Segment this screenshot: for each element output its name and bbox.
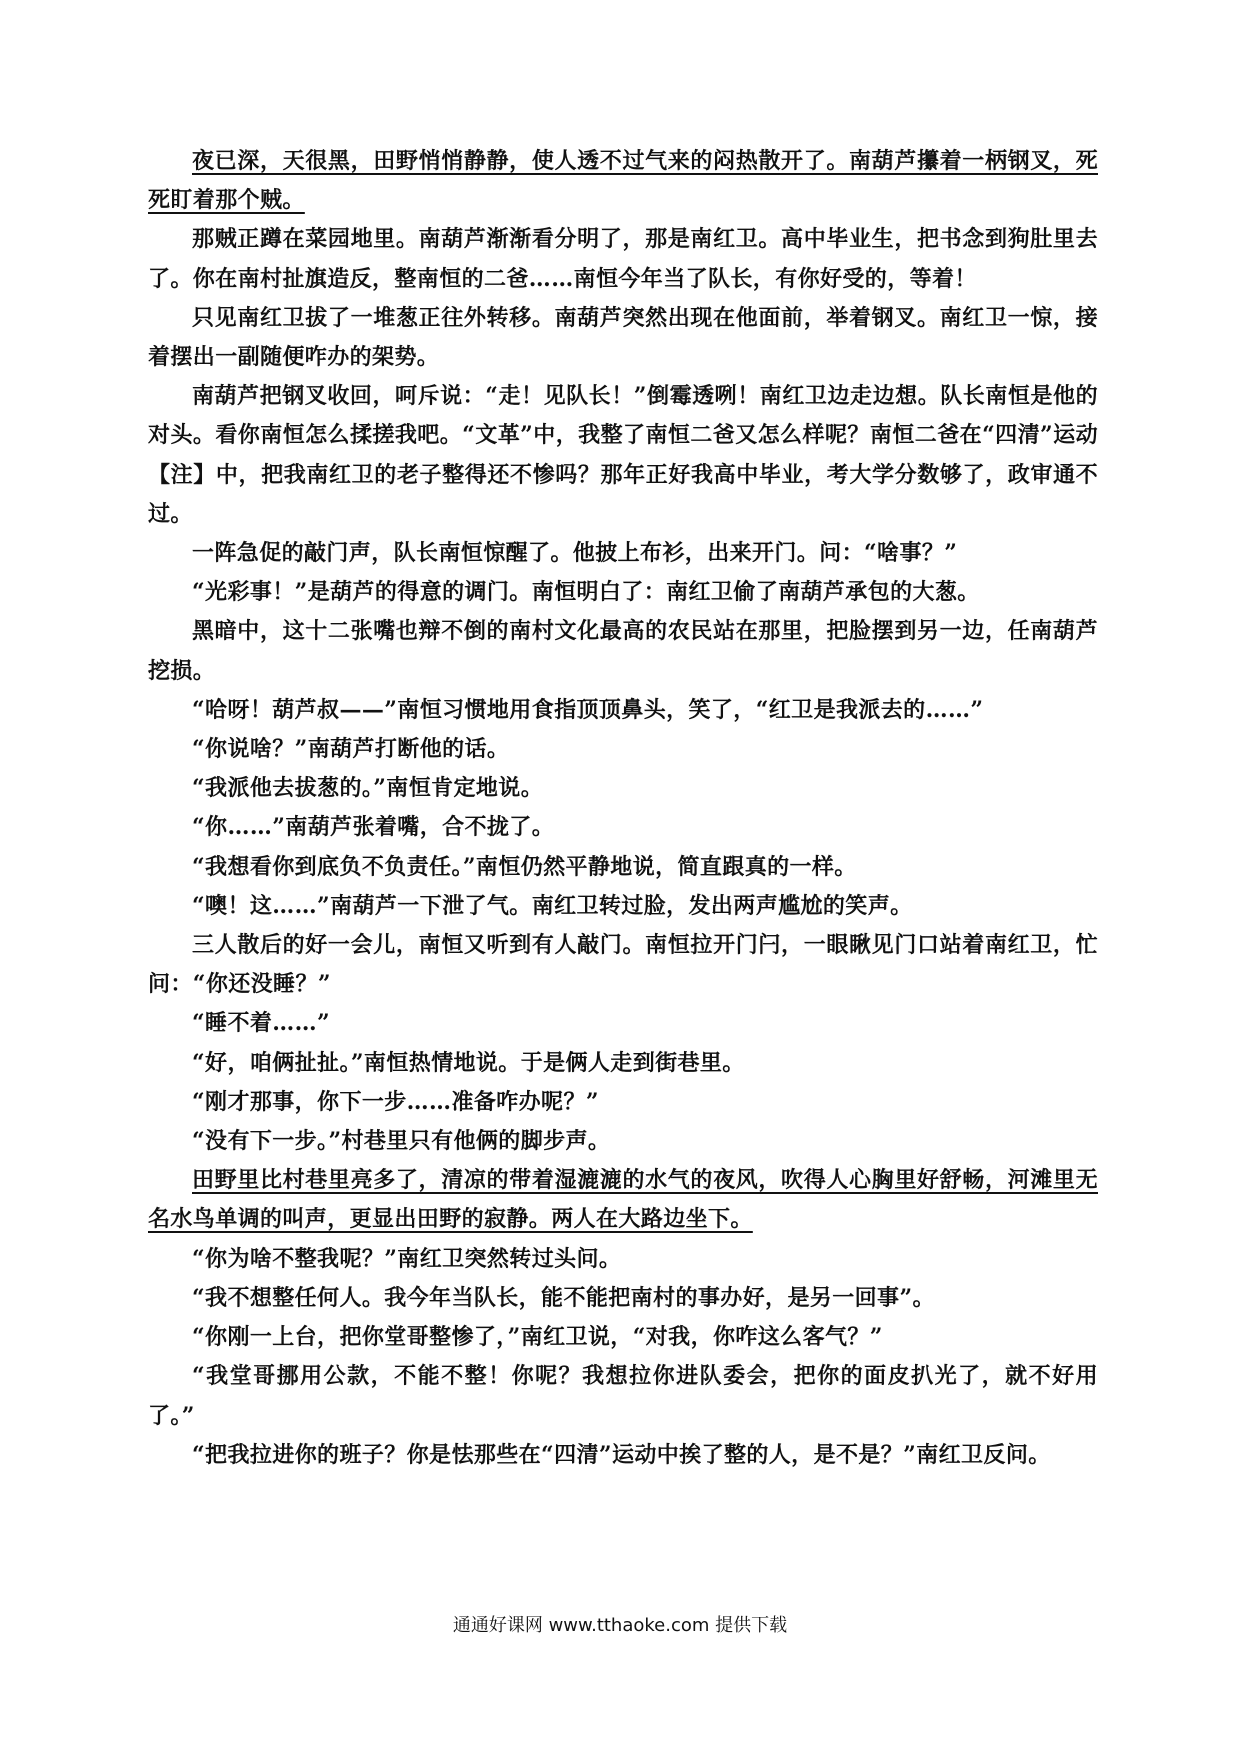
paragraph: “噢！这……”南葫芦一下泄了气。南红卫转过脸，发出两声尴尬的笑声。 bbox=[192, 892, 913, 919]
paragraph: 一阵急促的敲门声，队长南恒惊醒了。他披上布衫，出来开门。问：“啥事？” bbox=[192, 540, 958, 567]
paragraph: “你说啥？”南葫芦打断他的话。 bbox=[192, 736, 510, 763]
paragraph: “你刚一上台，把你堂哥整惨了，”南红卫说，“对我，你咋这么客气？” bbox=[192, 1324, 883, 1351]
paragraph: “好，咱俩扯扯。”南恒热情地说。于是俩人走到街巷里。 bbox=[192, 1049, 745, 1076]
story-body bbox=[148, 142, 1098, 1475]
paragraph: “把我拉进你的班子？你是怯那些在“四清”运动中挨了整的人，是不是？”南红卫反问。 bbox=[192, 1441, 1051, 1468]
paragraph: “我想看你到底负不负责任。”南恒仍然平静地说，简直跟真的一样。 bbox=[192, 853, 857, 880]
paragraph: “你……”南葫芦张着嘴，合不拢了。 bbox=[192, 814, 555, 841]
paragraph: “没有下一步。”村巷里只有他俩的脚步声。 bbox=[192, 1128, 611, 1155]
page-footer: 通通好课网 www.tthaoke.com 提供下载 bbox=[452, 1615, 788, 1636]
paragraph: 南葫芦把钢叉收回，呵斥说：“走！见队长！”倒霉透咧！南红卫边走边想。队长南恒是他的对头。看你南恒怎么揉搓我吧。“文革”中，我整了南恒二爸又怎么样呢？南恒二爸在“四清”运动【注】中，把我南红卫的老子整得还不惨吗？那年正好我高中毕业，考大学分数够了，政审通不过。 bbox=[148, 383, 1098, 527]
paragraph: “哈呀！葫芦叔——”南恒习惯地用食指顶顶鼻头，笑了，“红卫是我派去的……” bbox=[192, 696, 984, 723]
paragraph: 那贼正蹲在菜园地里。南葫芦渐渐看分明了，那是南红卫。高中毕业生，把书念到狗肚里去了。你在南村扯旗造反，整南恒的二爸……南恒今年当了队长，有你好受的，等着！ bbox=[148, 226, 1098, 292]
paragraph: “刚才那事，你下一步……准备咋办呢？” bbox=[192, 1088, 599, 1115]
paragraph: 夜已深，天很黑，田野悄悄静静，使人透不过气来的闷热散开了。南葫芦攥着一柄钢叉，死死盯着那个贼。 bbox=[148, 148, 1098, 214]
paragraph: 黑暗中，这十二张嘴也辩不倒的南村文化最高的农民站在那里，把脸摆到另一边，任南葫芦挖损。 bbox=[148, 618, 1098, 684]
paragraph: “光彩事！”是葫芦的得意的调门。南恒明白了：南红卫偷了南葫芦承包的大葱。 bbox=[192, 579, 980, 606]
paragraph: “我不想整任何人。我今年当队长，能不能把南村的事办好，是另一回事”。 bbox=[192, 1284, 935, 1311]
paragraph: “睡不着……” bbox=[192, 1010, 331, 1037]
paragraph: 三人散后的好一会儿，南恒又听到有人敲门。南恒拉开门闩，一眼瞅见门口站着南红卫，忙问：“你还没睡？” bbox=[148, 932, 1098, 998]
paragraph: “我派他去拔葱的。”南恒肯定地说。 bbox=[192, 775, 544, 802]
paragraph: 只见南红卫拔了一堆葱正往外转移。南葫芦突然出现在他面前，举着钢叉。南红卫一惊，接着摆出一副随便咋办的架势。 bbox=[148, 304, 1098, 371]
paragraph: “我堂哥挪用公款，不能不整！你呢？我想拉你进队委会，把你的面皮扒光了，就不好用了。” bbox=[148, 1363, 1098, 1429]
paragraph: 田野里比村巷里亮多了，清凉的带着湿漉漉的水气的夜风，吹得人心胸里好舒畅，河滩里无名水鸟单调的叫声，更显出田野的寂静。两人在大路边坐下。 bbox=[148, 1167, 1098, 1233]
paragraph: “你为啥不整我呢？”南红卫突然转过头问。 bbox=[192, 1245, 622, 1272]
